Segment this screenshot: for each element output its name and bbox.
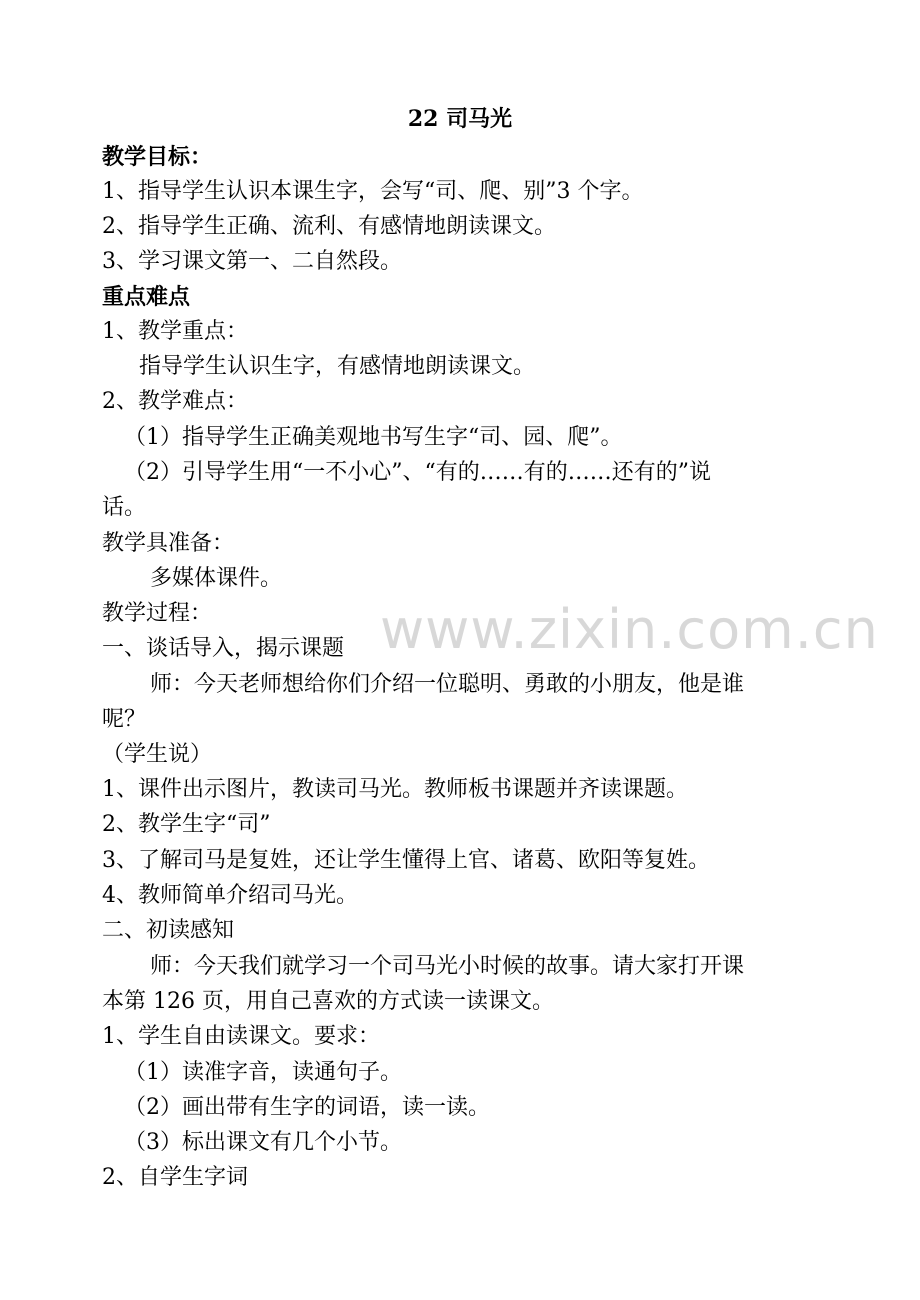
step-item-3: 3、了解司马是复姓，还让学生懂得上官、诸葛、欧阳等复姓。 xyxy=(102,848,710,873)
teacher-line-1: 师：今天老师想给你们介绍一位聪明、勇敢的小朋友，他是谁 xyxy=(150,672,745,697)
step-item-2: 2、教学生字“司” xyxy=(102,812,271,837)
teacher-line-2: 师：今天我们就学习一个司马光小时候的故事。请大家打开课 xyxy=(150,954,745,979)
requirement-1: （1）读准字音，读通句子。 xyxy=(124,1060,402,1085)
difficulty-1: （1）指导学生正确美观地书写生字“司、园、爬”。 xyxy=(124,425,623,450)
objective-3: 3、学习课文第一、二自然段。 xyxy=(102,249,402,274)
student-note: （学生说） xyxy=(102,742,213,767)
difficulty-label: 2、教学难点： xyxy=(102,389,248,414)
difficulty-2: （2）引导学生用“一不小心”、“有的……有的……还有的”说 xyxy=(124,460,711,485)
section-heading-materials: 教学具准备： xyxy=(102,531,235,556)
objective-2: 2、指导学生正确、流利、有感情地朗读课文。 xyxy=(102,214,556,239)
teacher-line-1-cont: 呢？ xyxy=(102,707,147,732)
step-two-heading: 二、初读感知 xyxy=(102,918,235,943)
self-study-item: 2、自学生字词 xyxy=(102,1165,248,1190)
step-one-heading: 一、谈话导入，揭示课题 xyxy=(102,636,345,661)
section-heading-objectives: 教学目标： xyxy=(102,144,213,170)
requirement-3: （3）标出课文有几个小节。 xyxy=(124,1130,402,1155)
reading-task: 1、学生自由读课文。要求： xyxy=(102,1024,380,1049)
key-point-label: 1、教学重点： xyxy=(102,319,248,344)
requirement-2: （2）画出带有生字的词语，读一读。 xyxy=(124,1095,490,1120)
teacher-line-2-cont: 本第 126 页，用自己喜欢的方式读一读课文。 xyxy=(102,989,554,1014)
section-heading-process: 教学过程： xyxy=(102,601,213,626)
document-title: 22 司马光 xyxy=(407,106,513,132)
step-item-1: 1、课件出示图片，教读司马光。教师板书课题并齐读课题。 xyxy=(102,777,688,802)
objective-1: 1、指导学生认识本课生字，会写“司、爬、别”3 个字。 xyxy=(102,179,644,204)
difficulty-2-cont: 话。 xyxy=(102,495,147,520)
watermark: www.zixin.com.cn xyxy=(380,598,879,661)
section-heading-key-points: 重点难点 xyxy=(102,284,191,310)
key-point-text: 指导学生认识生字，有感情地朗读课文。 xyxy=(139,354,536,379)
materials-text: 多媒体课件。 xyxy=(150,566,283,591)
step-item-4: 4、教师简单介绍司马光。 xyxy=(102,883,358,908)
